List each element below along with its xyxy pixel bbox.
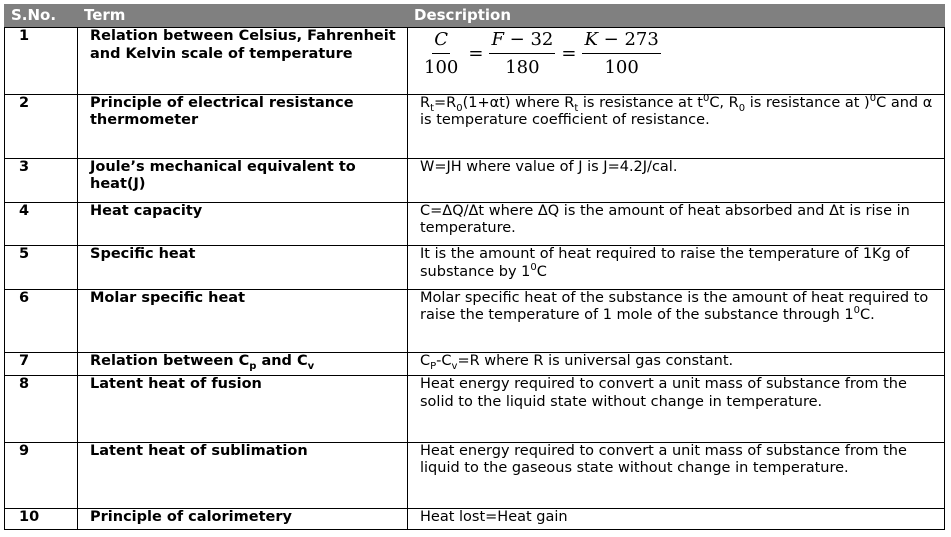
table-row (5, 289, 945, 352)
row-number: 7 (5, 353, 78, 376)
table-row (5, 28, 945, 95)
row-term: Heat capacity (78, 202, 408, 246)
row-description (408, 28, 945, 95)
row-term: Principle of electrical resistance thermometer (78, 94, 408, 158)
fraction-kelvin: $\frac{K - 273}{100}$ (584, 29, 659, 78)
table-row (5, 509, 945, 530)
header-row (5, 5, 945, 28)
row-term: Joule’s mechanical equivalent to heat(J) (78, 158, 408, 202)
table-row (5, 94, 945, 158)
row-number: 3 (5, 158, 78, 202)
row-term: Specific heat (78, 246, 408, 290)
fraction-celsius: $\frac{C}{100}$ (424, 29, 459, 78)
row-description: Heat lost=Heat gain (408, 509, 945, 530)
row-description: Heat energy required to convert a unit mass of substance from the solid to the liquid state without change in temperature. (408, 376, 945, 443)
row-term: Relation between $C_p$ and $C_v$ (78, 353, 408, 376)
row-description: $R_t=R_0(1+\alpha t)$ where $R_t$ is resistance at $t^0C$, $R_0$ is resistance at )$^0$C and α is temperature coefficient of resistance. (408, 94, 945, 158)
row-number: 8 (5, 376, 78, 443)
header-description: Description (408, 5, 945, 28)
row-term: Latent heat of sublimation (78, 442, 408, 509)
table-row (5, 442, 945, 509)
table-row (5, 353, 945, 376)
header-sno: S.No. (5, 5, 78, 28)
row-description: Heat energy required to convert a unit mass of substance from the liquid to the gaseous state without change in temperature. (408, 442, 945, 509)
physics-terms-table (4, 4, 945, 530)
row-number: 4 (5, 202, 78, 246)
row-term: Latent heat of fusion (78, 376, 408, 443)
row-number: 5 (5, 246, 78, 290)
row-description: It is the amount of heat required to raise the temperature of 1Kg of substance by $1^0C$ (408, 246, 945, 290)
table-row (5, 158, 945, 202)
row-number: 10 (5, 509, 78, 530)
temperature-scale-formula (420, 28, 938, 79)
row-term: Molar specific heat (78, 289, 408, 352)
row-number: 1 (5, 28, 78, 95)
equals-sign: = (561, 43, 577, 65)
row-description: $C_P-C_v=R$ where R is universal gas constant. (408, 353, 945, 376)
table-row (5, 376, 945, 443)
fraction-fahrenheit: $\frac{F - 32}{180}$ (491, 29, 554, 78)
row-description: W=JH where value of J is J=4.2J/cal. (408, 158, 945, 202)
row-term: Relation between Celsius, Fahrenheit and Kelvin scale of temperature (78, 28, 408, 95)
row-number: 6 (5, 289, 78, 352)
row-description: C=ΔQ/Δt where ΔQ is the amount of heat absorbed and Δt is rise in temperature. (408, 202, 945, 246)
row-description: Molar specific heat of the substance is the amount of heat required to raise the temperature of 1 mole of the substance through $1^0C$. (408, 289, 945, 352)
row-term: Principle of calorimetery (78, 509, 408, 530)
row-number: 9 (5, 442, 78, 509)
table-row (5, 202, 945, 246)
equals-sign: = (468, 43, 484, 65)
row-number: 2 (5, 94, 78, 158)
table-row (5, 246, 945, 290)
header-term: Term (78, 5, 408, 28)
